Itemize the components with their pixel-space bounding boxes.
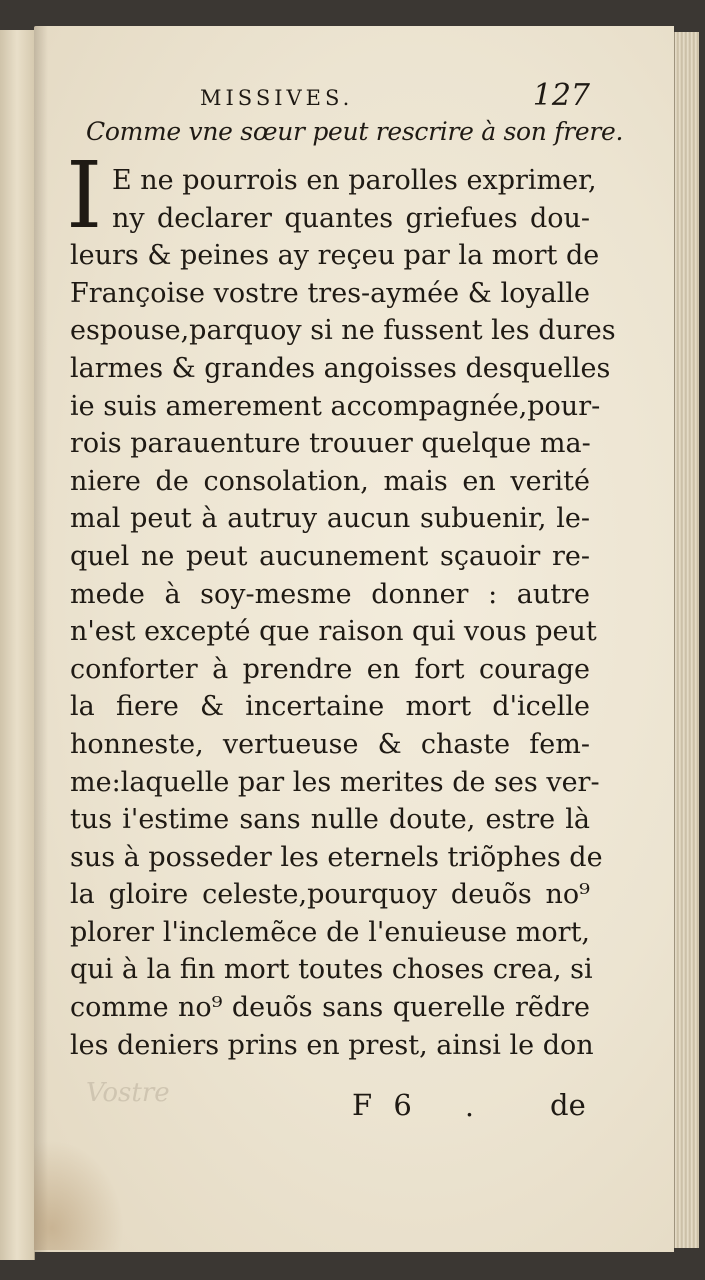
text-line: larmes & grandes angoisses desquelles bbox=[70, 352, 611, 384]
text-line: les deniers prins en prest, ainsi le don bbox=[70, 1029, 594, 1061]
show-through-text: Vostre bbox=[86, 1078, 170, 1108]
text-line: plorer l'inclemẽce de l'enuieuse mort, bbox=[70, 916, 590, 948]
text-line: quel ne peut aucunement sçauoir re- bbox=[70, 540, 590, 572]
text-line: sus à posseder les eternels triõphes de bbox=[70, 841, 603, 873]
running-head bbox=[70, 78, 590, 118]
left-page-edge bbox=[0, 30, 35, 1260]
text-line: mal peut à autruy aucun subuenir, le- bbox=[70, 503, 590, 535]
page-stack-edge bbox=[674, 32, 699, 1248]
text-line: espouse,parquoy si ne fussent les dures bbox=[70, 315, 616, 347]
catchword: de bbox=[550, 1088, 586, 1122]
text-line: leurs & peines ay reçeu par la mort de bbox=[70, 240, 600, 272]
body-text bbox=[70, 162, 616, 1064]
text-line: rois parauenture trouuer quelque ma- bbox=[70, 428, 591, 460]
text-line: tus i'estime sans nulle doute, estre là bbox=[70, 804, 590, 836]
paper-stain bbox=[34, 1140, 124, 1250]
signature-mark: F 6 bbox=[352, 1088, 418, 1122]
gutter-shadow bbox=[34, 26, 48, 1252]
text-line: Françoise vostre tres-aymée & loyalle bbox=[70, 277, 590, 309]
text-line: conforter à prendre en fort courage bbox=[70, 653, 590, 685]
drop-cap: I bbox=[66, 142, 103, 249]
text-line: ny declarer quantes griefues dou- bbox=[112, 202, 590, 234]
text-line: honneste, vertueuse & chaste fem- bbox=[70, 728, 590, 760]
running-head-title: MISSIVES. bbox=[200, 86, 354, 110]
page-number: 127 bbox=[532, 78, 590, 113]
letter-heading: Comme vne sœur peut rescrire à son frere. bbox=[86, 117, 624, 146]
text-line: E ne pourrois en parolles exprimer, bbox=[112, 165, 597, 196]
text-line: n'est excepté que raison qui vous peut bbox=[70, 616, 597, 648]
text-line: ie suis amerement accompagnée,pour- bbox=[70, 390, 601, 422]
text-line: qui à la fin mort toutes choses crea, si bbox=[70, 954, 593, 986]
text-line: la fiere & incertaine mort d'icelle bbox=[70, 691, 590, 723]
text-line: me:laquelle par les merites de ses ver- bbox=[70, 766, 600, 798]
text-line: comme no⁹ deuõs sans querelle rẽdre bbox=[70, 992, 590, 1024]
signature-dot: . bbox=[465, 1090, 474, 1123]
text-line: la gloire celeste,pourquoy deuõs no⁹ bbox=[70, 879, 590, 911]
text-line: niere de consolation, mais en verité bbox=[70, 465, 590, 497]
text-line: mede à soy-mesme donner : autre bbox=[70, 578, 590, 610]
